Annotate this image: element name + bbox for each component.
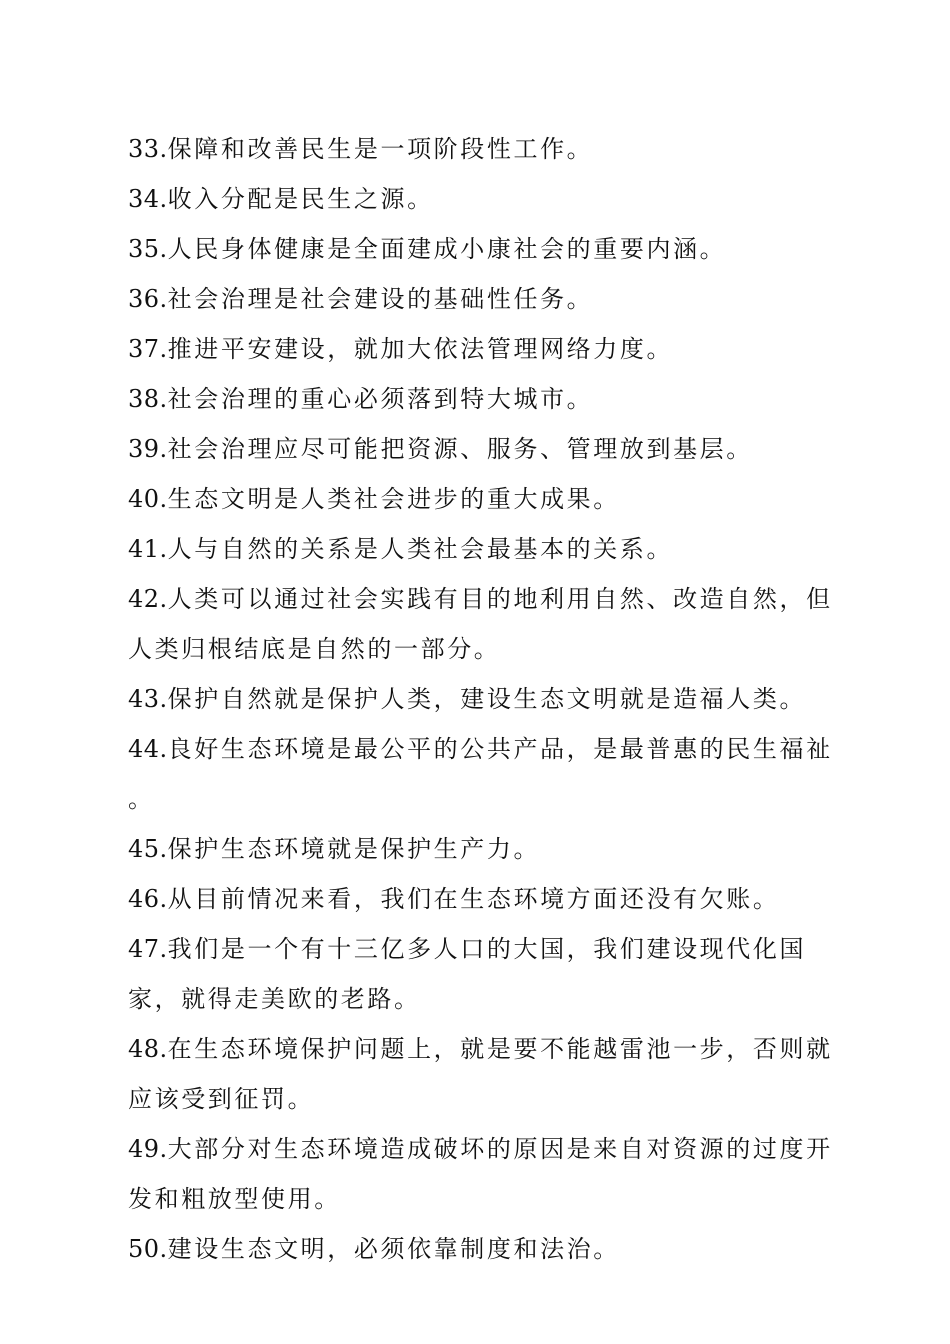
item-number: 37. [128,335,168,363]
list-item [128,524,838,574]
item-number: 35. [128,235,168,263]
item-text: 人类可以通过社会实践有目的地利用自然、改造自然，但人类归根结底是自然的一部分。 [128,585,833,663]
list-item [128,424,838,474]
statement-list [128,124,838,1274]
item-text: 收入分配是民生之源。 [167,185,434,213]
item-text: 从目前情况来看，我们在生态环境方面还没有欠账。 [167,885,780,913]
item-number: 49. [128,1135,168,1163]
list-item [128,824,838,874]
item-text: 推进平安建设，就加大依法管理网络力度。 [167,335,674,363]
list-item [128,374,838,424]
item-number: 34. [128,185,168,213]
item-number: 42. [128,585,168,613]
list-item [128,724,838,824]
item-number: 33. [128,135,168,163]
item-number: 46. [128,885,168,913]
list-item [128,174,838,224]
item-text: 在生态环境保护问题上，就是要不能越雷池一步，否则就应该受到征罚。 [128,1035,833,1113]
item-number: 43. [128,685,168,713]
item-text: 生态文明是人类社会进步的重大成果。 [167,485,620,513]
item-text: 人民身体健康是全面建成小康社会的重要内涵。 [167,235,727,263]
item-text: 人与自然的关系是人类社会最基本的关系。 [167,535,674,563]
list-item [128,324,838,374]
item-number: 47. [128,935,168,963]
list-item [128,124,838,174]
list-item [128,474,838,524]
item-number: 45. [128,835,168,863]
item-text: 保护自然就是保护人类，建设生态文明就是造福人类。 [167,685,807,713]
item-text: 我们是一个有十三亿多人口的大国，我们建设现代化国家，就得走美欧的老路。 [128,935,807,1013]
item-text: 大部分对生态环境造成破坏的原因是来自对资源的过度开发和粗放型使用。 [128,1135,833,1213]
item-text: 社会治理应尽可能把资源、服务、管理放到基层。 [167,435,753,463]
item-number: 40. [128,485,168,513]
item-number: 36. [128,285,168,313]
list-item [128,274,838,324]
list-item [128,874,838,924]
item-number: 48. [128,1035,168,1063]
item-text: 保护生态环境就是保护生产力。 [167,835,541,863]
list-item [128,1024,838,1124]
list-item [128,674,838,724]
item-number: 50. [128,1235,168,1263]
item-number: 39. [128,435,168,463]
list-item [128,224,838,274]
item-number: 41. [128,535,168,563]
item-text: 社会治理是社会建设的基础性任务。 [167,285,594,313]
item-text: 良好生态环境是最公平的公共产品，是最普惠的民生福祉 。 [128,735,833,813]
list-item [128,1224,838,1274]
item-text: 建设生态文明，必须依靠制度和法治。 [167,1235,620,1263]
item-text: 保障和改善民生是一项阶段性工作。 [167,135,594,163]
item-number: 38. [128,385,168,413]
list-item [128,1124,838,1224]
list-item [128,574,838,674]
item-number: 44. [128,735,168,763]
list-item [128,924,838,1024]
item-text: 社会治理的重心必须落到特大城市。 [167,385,594,413]
